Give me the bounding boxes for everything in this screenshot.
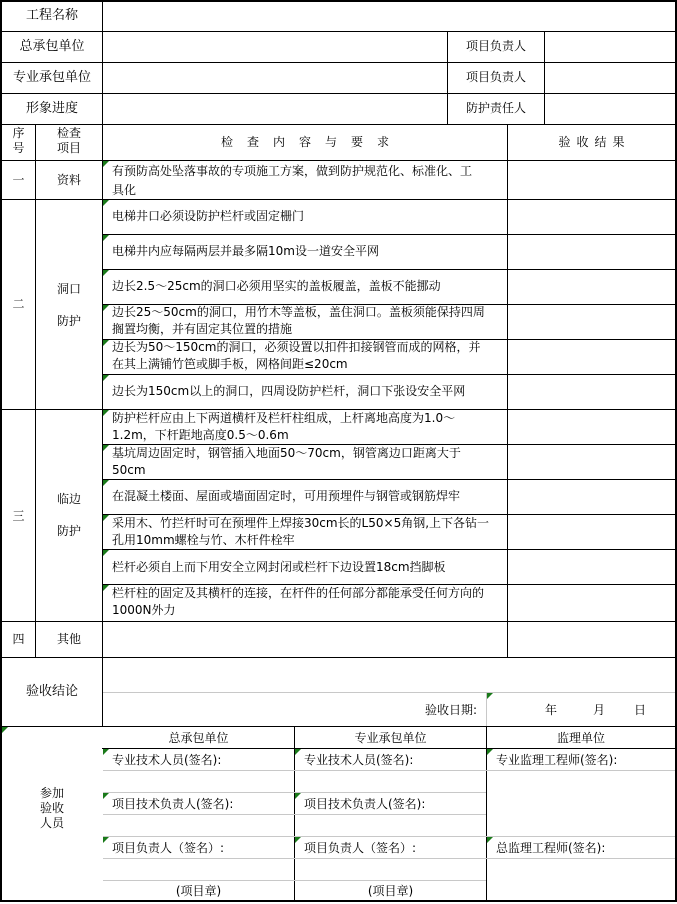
inspection-item: 电梯井内应每隔两层并最多隔10m设一道安全平网 bbox=[112, 244, 379, 258]
result-cell[interactable] bbox=[508, 375, 675, 409]
comment-marker-icon bbox=[103, 550, 109, 556]
comment-marker-icon bbox=[487, 693, 493, 699]
result-cell[interactable] bbox=[508, 200, 675, 234]
section-3-item-line2: 防护 bbox=[56, 524, 81, 538]
result-cell[interactable] bbox=[508, 305, 675, 339]
chief-engineer-signature[interactable]: 总监理工程师(签名): bbox=[496, 841, 606, 855]
date-month[interactable]: 月 bbox=[593, 703, 606, 717]
item-header-line2: 项目 bbox=[56, 141, 81, 155]
section-3-item-line1: 临边 bbox=[56, 492, 81, 506]
comment-marker-icon bbox=[103, 585, 109, 591]
comment-marker-icon bbox=[103, 837, 109, 843]
date-day[interactable]: 日 bbox=[634, 703, 647, 717]
participants-label-line1: 参加 bbox=[39, 786, 64, 800]
specialty-tech-staff-signature[interactable]: 专业技术人员(签名): bbox=[304, 753, 414, 767]
comment-marker-icon bbox=[103, 200, 109, 206]
project-name-label: 工程名称 bbox=[25, 8, 78, 23]
result-cell[interactable] bbox=[508, 340, 675, 374]
section-4-item: 其他 bbox=[56, 632, 81, 646]
participants-label-line2: 验收 bbox=[39, 801, 64, 815]
section-3-seq: 三 bbox=[12, 509, 25, 523]
specialty-contractor-title: 专业承包单位 bbox=[354, 731, 427, 745]
general-contractor-label: 总承包单位 bbox=[19, 39, 85, 54]
result-cell[interactable] bbox=[508, 585, 675, 621]
specialty-contractor-field[interactable] bbox=[103, 63, 447, 93]
result-cell[interactable] bbox=[508, 445, 675, 479]
comment-marker-icon bbox=[103, 340, 109, 346]
section-1-seq: 一 bbox=[12, 173, 25, 187]
inspection-item[interactable] bbox=[103, 622, 507, 657]
protection-responsible-label: 防护责任人 bbox=[465, 101, 526, 115]
progress-field[interactable] bbox=[103, 94, 447, 124]
comment-marker-icon bbox=[295, 793, 301, 799]
result-cell[interactable] bbox=[508, 515, 675, 549]
inspection-item: 基坑周边固定时，钢管插入地面50～70cm，钢管离边口距离大于50cm bbox=[112, 446, 461, 477]
result-cell[interactable] bbox=[508, 235, 675, 269]
content-header: 检查内容与要求 bbox=[220, 135, 403, 149]
protection-responsible-field[interactable] bbox=[545, 94, 675, 124]
participants-label-line3: 人员 bbox=[39, 816, 64, 830]
inspection-item: 电梯井口必须设防护栏杆或固定栅门 bbox=[112, 209, 305, 223]
general-tech-lead-signature[interactable]: 项目技术负责人(签名): bbox=[112, 797, 234, 811]
inspection-item: 在混凝土楼面、屋面或墙面固定时，可用预埋件与钢管或钢筋焊牢 bbox=[112, 489, 461, 503]
inspection-item: 边长为150cm以上的洞口，四周设防护栏杆，洞口下张设安全平网 bbox=[112, 384, 466, 398]
seq-header-line2: 号 bbox=[12, 141, 25, 155]
project-name-field[interactable] bbox=[103, 1, 675, 31]
section-2-item-line1: 洞口 bbox=[56, 282, 81, 296]
comment-marker-icon bbox=[487, 837, 493, 843]
inspection-item: 栏杆柱的固定及其横杆的连接，在杆件的任何部分都能承受任何方向的1000N外力 bbox=[112, 586, 485, 617]
specialty-tech-lead-signature[interactable]: 项目技术负责人(签名): bbox=[304, 797, 426, 811]
progress-label: 形象进度 bbox=[25, 101, 78, 116]
result-cell[interactable] bbox=[508, 161, 675, 199]
inspection-item: 采用木、竹拦杆时可在预埋件上焊接30cm长的L50×5角钢,上下各钻一孔用10mm螺栓与竹、木杆件栓牢 bbox=[112, 516, 490, 547]
result-cell[interactable] bbox=[508, 550, 675, 584]
general-tech-staff-signature[interactable]: 专业技术人员(签名): bbox=[112, 753, 222, 767]
result-cell[interactable] bbox=[508, 480, 675, 514]
comment-marker-icon bbox=[103, 161, 109, 167]
section-1-item: 资料 bbox=[56, 173, 81, 187]
section-4-seq: 四 bbox=[12, 632, 25, 646]
inspection-item: 边长2.5～25cm的洞口必须用坚实的盖板履盖，盖板不能挪动 bbox=[112, 279, 441, 293]
section-2-seq: 二 bbox=[12, 297, 25, 311]
general-seal: (项目章) bbox=[175, 884, 222, 898]
comment-marker-icon bbox=[103, 305, 109, 311]
comment-marker-icon bbox=[103, 749, 109, 755]
comment-marker-icon bbox=[103, 515, 109, 521]
date-year[interactable]: 年 bbox=[545, 703, 558, 717]
comment-marker-icon bbox=[103, 270, 109, 276]
specialty-manager-signature[interactable]: 项目负责人（签名）: bbox=[304, 841, 417, 855]
comment-marker-icon bbox=[103, 410, 109, 416]
specialty-seal: (项目章) bbox=[367, 884, 414, 898]
general-manager-signature[interactable]: 项目负责人（签名）: bbox=[112, 841, 225, 855]
project-manager-label: 项目负责人 bbox=[465, 39, 526, 53]
inspection-item: 边长为50～150cm的洞口，必须设置以扣件扣接钢管而成的网格，并在其上满铺竹笆或脚手板，网格间距≤20cm bbox=[112, 340, 481, 371]
comment-marker-icon bbox=[103, 793, 109, 799]
specialty-manager-field[interactable] bbox=[545, 63, 675, 93]
comment-marker-icon bbox=[295, 837, 301, 843]
result-cell[interactable] bbox=[508, 410, 675, 444]
specialty-engineer-signature[interactable]: 专业监理工程师(签名): bbox=[496, 753, 618, 767]
inspection-item: 有预防高处坠落事故的专项施工方案，做到防护规范化、标准化、工具化 bbox=[112, 164, 473, 197]
inspection-item: 防护栏杆应由上下两道横杆及栏杆柱组成，上杆离地高度为1.0～1.2m，下杆距地高度0.5～0.6m bbox=[112, 411, 456, 442]
conclusion-label: 验收结论 bbox=[25, 684, 78, 699]
comment-marker-icon bbox=[103, 445, 109, 451]
result-cell[interactable] bbox=[508, 622, 675, 657]
comment-marker-icon bbox=[2, 727, 8, 733]
comment-marker-icon bbox=[295, 749, 301, 755]
result-header: 验收结果 bbox=[558, 135, 631, 149]
inspection-item: 栏杆必须自上而下用安全立网封闭或栏杆下边设置18cm挡脚板 bbox=[112, 560, 446, 574]
project-manager-field[interactable] bbox=[545, 32, 675, 62]
comment-marker-icon bbox=[103, 480, 109, 486]
item-header-line1: 检查 bbox=[56, 126, 81, 140]
comment-marker-icon bbox=[103, 375, 109, 381]
specialty-contractor-label: 专业承包单位 bbox=[12, 70, 91, 85]
seq-header-line1: 序 bbox=[12, 126, 25, 140]
general-contractor-title: 总承包单位 bbox=[168, 731, 229, 745]
inspection-item: 边长25～50cm的洞口，用竹木等盖板，盖住洞口。盖板须能保持四周搁置均衡，并有固定其位置的措施 bbox=[112, 305, 485, 336]
acceptance-date-label: 验收日期: bbox=[425, 703, 478, 717]
comment-marker-icon bbox=[103, 235, 109, 241]
result-cell[interactable] bbox=[508, 270, 675, 304]
section-2-item-line2: 防护 bbox=[56, 314, 81, 328]
conclusion-field[interactable] bbox=[103, 658, 675, 692]
supervision-title: 监理单位 bbox=[556, 731, 605, 745]
specialty-manager-label: 项目负责人 bbox=[465, 70, 526, 84]
comment-marker-icon bbox=[487, 749, 493, 755]
general-contractor-field[interactable] bbox=[103, 32, 447, 62]
